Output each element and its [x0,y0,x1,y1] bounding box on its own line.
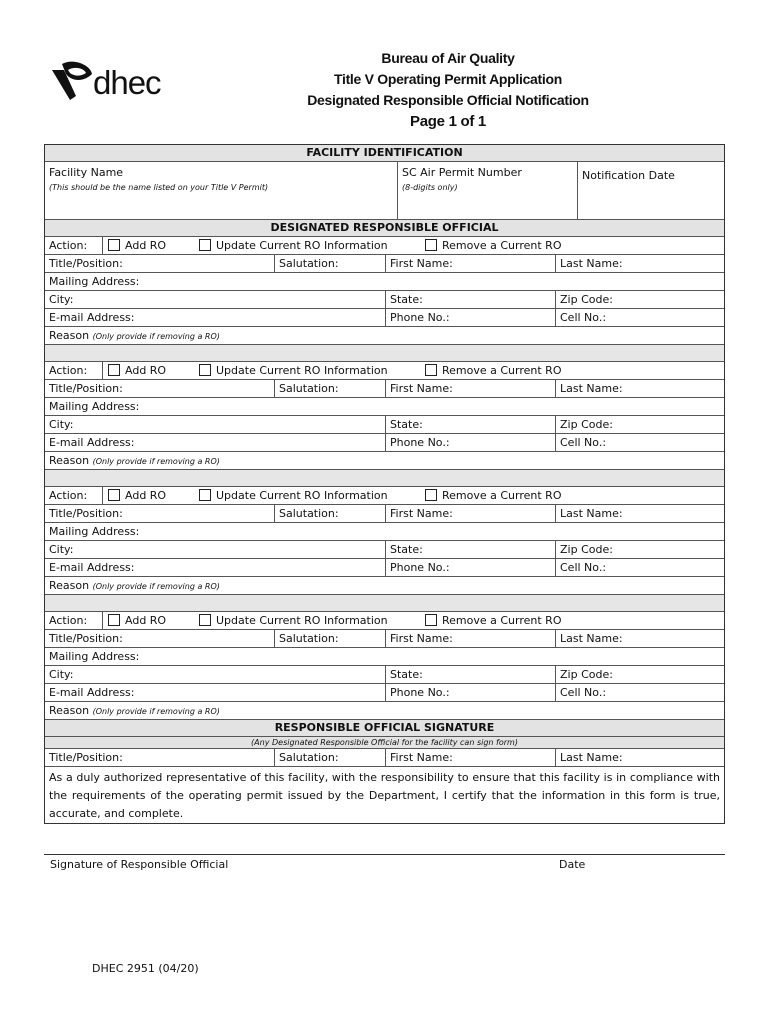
ro-block-separator [45,595,724,612]
name-row [45,630,724,648]
remove-ro-checkbox[interactable] [425,489,437,501]
add-ro-label: Add RO [125,364,167,377]
add-ro-option[interactable] [108,237,166,254]
reason-field[interactable] [45,327,724,344]
mailing-address-field[interactable]: Mailing Address: [49,525,140,538]
name-row [45,255,724,273]
permit-number-note: (8-digits only) [402,183,458,192]
remove-ro-checkbox[interactable] [425,614,437,626]
salutation-field[interactable]: Salutation: [274,380,385,397]
application-title: Title V Operating Permit Application [333,71,562,87]
update-ro-option[interactable] [199,362,388,379]
reason-row [45,452,724,470]
last-name-field[interactable]: Last Name: [555,505,724,522]
phone-field[interactable]: Phone No.: [385,559,555,576]
bureau-title: Bureau of Air Quality [381,50,515,66]
contact-row [45,434,724,452]
action-label: Action: [49,614,88,627]
salutation-field[interactable]: Salutation: [274,255,385,272]
remove-ro-option[interactable] [425,612,562,629]
remove-ro-label: Remove a Current RO [442,614,562,627]
logo-wordmark: dhec [93,64,161,101]
mailing-address-field[interactable]: Mailing Address: [49,650,140,663]
update-ro-label: Update Current RO Information [216,364,388,377]
action-row [45,362,724,380]
state-field[interactable]: State: [385,416,555,433]
salutation-field[interactable]: Salutation: [274,630,385,647]
mailing-address-field[interactable]: Mailing Address: [49,400,140,413]
action-label: Action: [49,364,88,377]
mailing-row [45,523,724,541]
facility-name-note: (This should be the name listed on your Title V Permit) [49,183,269,192]
add-ro-label: Add RO [125,614,167,627]
remove-ro-checkbox[interactable] [425,239,437,251]
update-ro-option[interactable] [199,612,388,629]
form-header [230,48,666,132]
facility-name-field[interactable] [45,162,397,219]
sig-title-field[interactable]: Title/Position: [49,751,123,764]
ro-blocks [45,237,724,720]
update-ro-option[interactable] [199,487,388,504]
notification-form [44,144,725,824]
action-options [102,487,724,504]
signature-line[interactable] [44,854,725,855]
reason-field[interactable] [45,452,724,469]
signature-section-header: RESPONSIBLE OFFICIAL SIGNATURE [45,720,724,737]
first-name-field[interactable]: First Name: [385,380,555,397]
add-ro-option[interactable] [108,612,166,629]
reason-note: (Only provide if removing a RO) [92,707,220,716]
title-position-field[interactable]: Title/Position: [49,507,123,520]
reason-row [45,577,724,595]
update-ro-checkbox[interactable] [199,364,211,376]
sig-last-name-field[interactable]: Last Name: [555,749,724,766]
email-field[interactable]: E-mail Address: [49,311,135,324]
first-name-field[interactable]: First Name: [385,630,555,647]
add-ro-label: Add RO [125,239,167,252]
add-ro-checkbox[interactable] [108,239,120,251]
reason-row [45,327,724,345]
signature-label: Signature of Responsible Official [50,858,229,871]
permit-number-field[interactable] [397,162,577,219]
action-row [45,487,724,505]
state-field[interactable]: State: [385,291,555,308]
zip-field[interactable]: Zip Code: [555,666,724,683]
remove-ro-option[interactable] [425,362,562,379]
name-row [45,505,724,523]
add-ro-checkbox[interactable] [108,614,120,626]
reason-row [45,702,724,720]
reason-note: (Only provide if removing a RO) [92,332,220,341]
reason-note: (Only provide if removing a RO) [92,582,220,591]
mailing-row [45,398,724,416]
title-position-field[interactable]: Title/Position: [49,257,123,270]
ro-block-separator [45,470,724,487]
reason-field[interactable] [45,577,724,594]
update-ro-label: Update Current RO Information [216,614,388,627]
dhec-logo [50,60,170,106]
remove-ro-label: Remove a Current RO [442,364,562,377]
reason-label: Reason [49,579,90,592]
title-position-field[interactable]: Title/Position: [49,632,123,645]
form-number: DHEC 2951 (04/20) [92,962,199,975]
remove-ro-checkbox[interactable] [425,364,437,376]
action-label: Action: [49,489,88,502]
city-row [45,291,724,309]
salutation-field[interactable]: Salutation: [274,505,385,522]
email-field[interactable]: E-mail Address: [49,436,135,449]
add-ro-checkbox[interactable] [108,364,120,376]
reason-label: Reason [49,454,90,467]
dhec-leaf-icon [50,60,96,106]
notification-date-field[interactable] [577,162,724,219]
add-ro-option[interactable] [108,487,166,504]
sig-salutation-field[interactable]: Salutation: [274,749,385,766]
update-ro-checkbox[interactable] [199,614,211,626]
first-name-field[interactable]: First Name: [385,255,555,272]
remove-ro-option[interactable] [425,237,562,254]
date-label: Date [559,858,586,871]
action-options [102,237,724,254]
zip-field[interactable]: Zip Code: [555,291,724,308]
add-ro-option[interactable] [108,362,166,379]
title-position-field[interactable]: Title/Position: [49,382,123,395]
page-number: Page 1 of 1 [410,113,486,130]
cell-field[interactable]: Cell No.: [555,309,724,326]
city-field[interactable]: City: [49,668,74,681]
city-row [45,416,724,434]
name-row [45,380,724,398]
city-row [45,666,724,684]
state-field[interactable]: State: [385,666,555,683]
cell-field[interactable]: Cell No.: [555,684,724,701]
action-label: Action: [49,239,88,252]
mailing-row [45,648,724,666]
remove-ro-label: Remove a Current RO [442,239,562,252]
action-options [102,612,724,629]
zip-field[interactable]: Zip Code: [555,541,724,558]
action-row [45,237,724,255]
contact-row [45,309,724,327]
phone-field[interactable]: Phone No.: [385,309,555,326]
last-name-field[interactable]: Last Name: [555,630,724,647]
reason-field[interactable] [45,702,724,719]
mailing-row [45,273,724,291]
update-ro-label: Update Current RO Information [216,239,388,252]
update-ro-label: Update Current RO Information [216,489,388,502]
phone-field[interactable]: Phone No.: [385,684,555,701]
zip-field[interactable]: Zip Code: [555,416,724,433]
remove-ro-option[interactable] [425,487,562,504]
contact-row [45,559,724,577]
update-ro-option[interactable] [199,237,388,254]
facility-name-label: Facility Name [49,166,124,179]
add-ro-checkbox[interactable] [108,489,120,501]
state-field[interactable]: State: [385,541,555,558]
notification-title: Designated Responsible Official Notification [307,92,589,108]
certification-statement: As a duly authorized representative of this facility, with the responsibility to ensure that this facility is in compliance with the requirements of the operating permit issued by the Department, I certify that the information in this form is true, accurate, and complete. [49,771,720,820]
update-ro-checkbox[interactable] [199,239,211,251]
city-field[interactable]: City: [49,543,74,556]
facility-section-header: FACILITY IDENTIFICATION [45,145,724,162]
dro-section-header: DESIGNATED RESPONSIBLE OFFICIAL [45,220,724,237]
first-name-field[interactable]: First Name: [385,505,555,522]
ro-block-separator [45,345,724,362]
sig-first-name-field[interactable]: First Name: [385,749,555,766]
action-row [45,612,724,630]
last-name-field[interactable]: Last Name: [555,380,724,397]
cell-field[interactable]: Cell No.: [555,559,724,576]
reason-note: (Only provide if removing a RO) [92,457,220,466]
permit-number-label: SC Air Permit Number [402,166,522,179]
email-field[interactable]: E-mail Address: [49,561,135,574]
reason-label: Reason [49,704,90,717]
mailing-address-field[interactable]: Mailing Address: [49,275,140,288]
remove-ro-label: Remove a Current RO [442,489,562,502]
add-ro-label: Add RO [125,489,167,502]
city-row [45,541,724,559]
signature-subtitle: (Any Designated Responsible Official for the facility can sign form) [45,737,724,749]
cell-field[interactable]: Cell No.: [555,434,724,451]
reason-label: Reason [49,329,90,342]
city-field[interactable]: City: [49,418,74,431]
email-field[interactable]: E-mail Address: [49,686,135,699]
update-ro-checkbox[interactable] [199,489,211,501]
contact-row [45,684,724,702]
city-field[interactable]: City: [49,293,74,306]
last-name-field[interactable]: Last Name: [555,255,724,272]
action-options [102,362,724,379]
facility-row [45,162,724,220]
notification-date-label: Notification Date [582,169,675,182]
signature-name-row [45,749,724,767]
phone-field[interactable]: Phone No.: [385,434,555,451]
